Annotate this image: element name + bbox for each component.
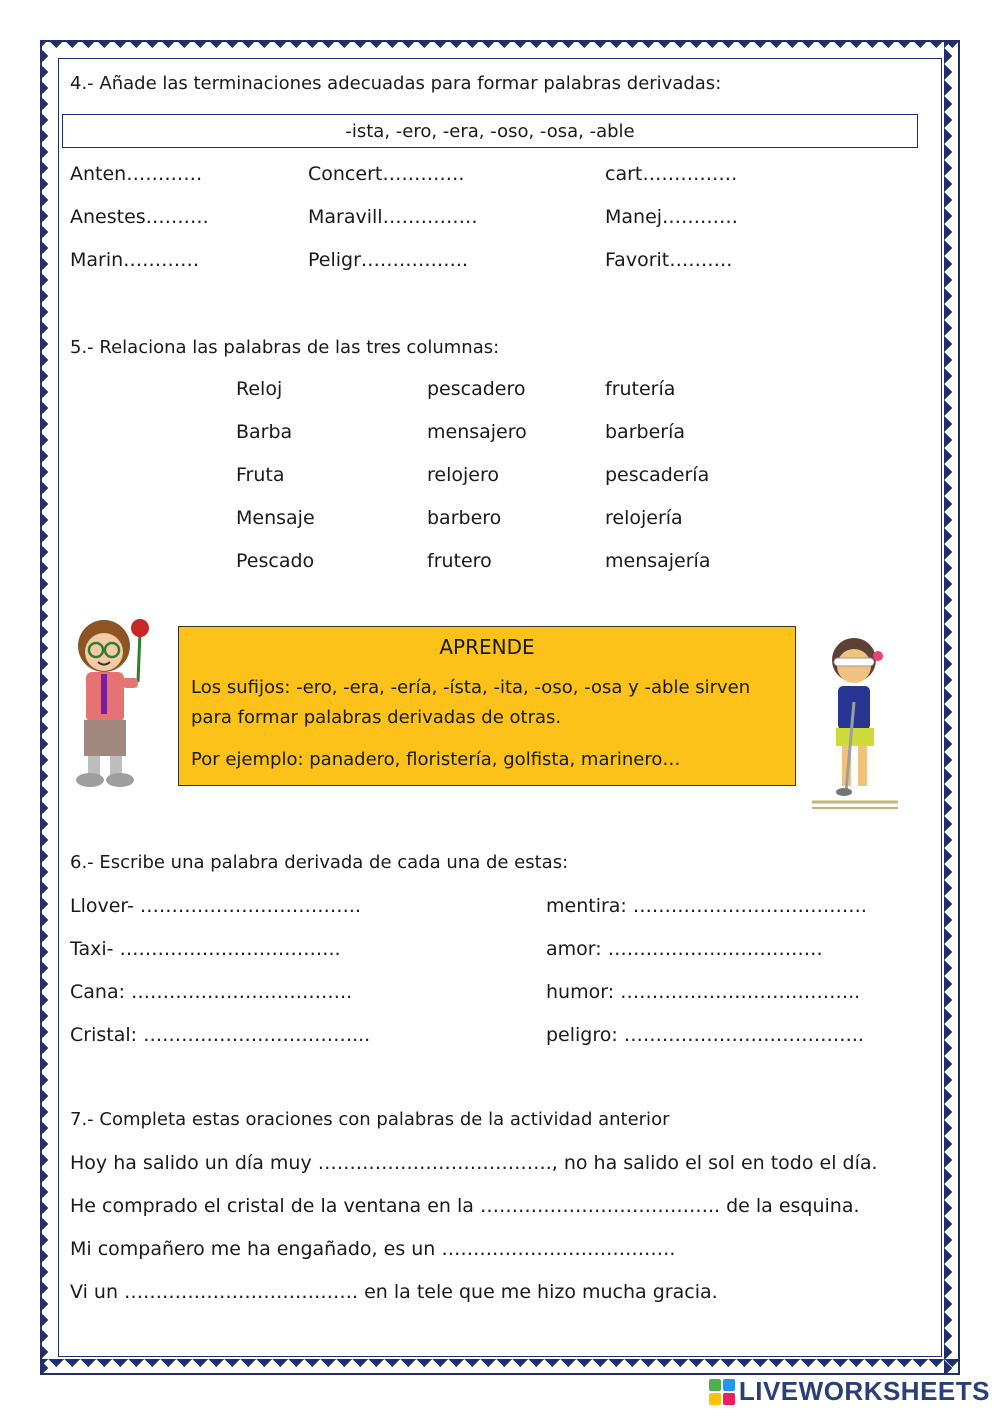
section7-heading: 7.- Completa estas oraciones con palabras de la actividad anterior	[70, 1109, 670, 1130]
logo-text: LIVEWORKSHEETS	[738, 1376, 990, 1406]
col1-word[interactable]: Reloj	[236, 378, 283, 400]
word-blank-cart[interactable]: cart……………	[605, 163, 738, 185]
derive-blank-amor[interactable]: amor: ……………….……………	[546, 938, 823, 960]
word-blank-concert[interactable]: Concert………….	[308, 163, 465, 185]
aprende-line: Los sufijos: -ero, -era, -ería, -ísta, -ita, -oso, -osa y -able sirven	[191, 677, 751, 698]
suffix-box	[62, 114, 918, 148]
section6-heading: 6.- Escribe una palabra derivada de cada una de estas:	[70, 852, 569, 873]
word-blank-anten[interactable]: Anten…………	[70, 163, 203, 185]
col1-word[interactable]: Pescado	[236, 550, 315, 572]
sentence-blank[interactable]: Mi compañero me ha engañado, es un ……………………………….	[70, 1238, 676, 1260]
col1-word[interactable]: Mensaje	[236, 507, 315, 529]
sentence-blank[interactable]: He comprado el cristal de la ventana en la ……………………………….. de la esquina.	[70, 1195, 860, 1217]
zigzag-border-left	[40, 40, 56, 1375]
col2-word[interactable]: pescadero	[427, 378, 526, 400]
word-blank-marin[interactable]: Marin…………	[70, 249, 200, 271]
liveworksheets-logo	[709, 1376, 990, 1407]
aprende-line: para formar palabras derivadas de otras.	[191, 707, 562, 728]
word-blank-manej[interactable]: Manej…………	[605, 206, 739, 228]
derive-blank-mentira[interactable]: mentira: ……………………………….	[546, 895, 867, 917]
aprende-example: Por ejemplo: panadero, floristería, golfista, marinero…	[191, 749, 681, 770]
col3-word[interactable]: frutería	[605, 378, 676, 400]
zigzag-border-top	[40, 40, 960, 56]
col1-word[interactable]: Fruta	[236, 464, 285, 486]
section5-heading: 5.- Relaciona las palabras de las tres columnas:	[70, 337, 500, 358]
aprende-box	[178, 626, 796, 786]
col1-word[interactable]: Barba	[236, 421, 293, 443]
word-blank-anestes[interactable]: Anestes……….	[70, 206, 209, 228]
col3-word[interactable]: relojería	[605, 507, 683, 529]
col2-word[interactable]: relojero	[427, 464, 499, 486]
derive-blank-cana[interactable]: Cana: ……………………………..	[70, 981, 353, 1003]
col2-word[interactable]: frutero	[427, 550, 492, 572]
col2-word[interactable]: barbero	[427, 507, 502, 529]
sentence-blank[interactable]: Vi un ………………………………. en la tele que me hizo mucha gracia.	[70, 1281, 718, 1303]
derive-blank-llover[interactable]: Llover- ……………………………..	[70, 895, 361, 917]
col2-word[interactable]: mensajero	[427, 421, 527, 443]
girl-golfer-illustration	[810, 632, 900, 814]
aprende-title: APRENDE	[439, 635, 535, 659]
zigzag-border-bottom	[40, 1359, 960, 1375]
col3-word[interactable]: barbería	[605, 421, 685, 443]
derive-blank-peligro[interactable]: peligro: ………………………………..	[546, 1024, 864, 1046]
sentence-blank[interactable]: Hoy ha salido un día muy ………………………………., no ha salido el sol en todo el día.	[70, 1152, 878, 1174]
boy-with-rose-illustration	[68, 612, 154, 792]
derive-blank-cristal[interactable]: Cristal: ……………………………...	[70, 1024, 371, 1046]
section4-heading: 4.- Añade las terminaciones adecuadas para formar palabras derivadas:	[70, 73, 722, 94]
logo-mark-icon	[709, 1379, 735, 1405]
word-blank-maravill[interactable]: Maravill……………	[308, 206, 478, 228]
derive-blank-taxi[interactable]: Taxi- ……………………………..	[70, 938, 341, 960]
col3-word[interactable]: pescadería	[605, 464, 710, 486]
derive-blank-humor[interactable]: humor: ………………………………..	[546, 981, 861, 1003]
suffix-list: -ista, -ero, -era, -oso, -osa, -able	[345, 120, 635, 142]
zigzag-border-right	[944, 40, 960, 1375]
word-blank-favorit[interactable]: Favorit……….	[605, 249, 733, 271]
word-blank-peligr[interactable]: Peligr……………..	[308, 249, 468, 271]
col3-word[interactable]: mensajería	[605, 550, 711, 572]
